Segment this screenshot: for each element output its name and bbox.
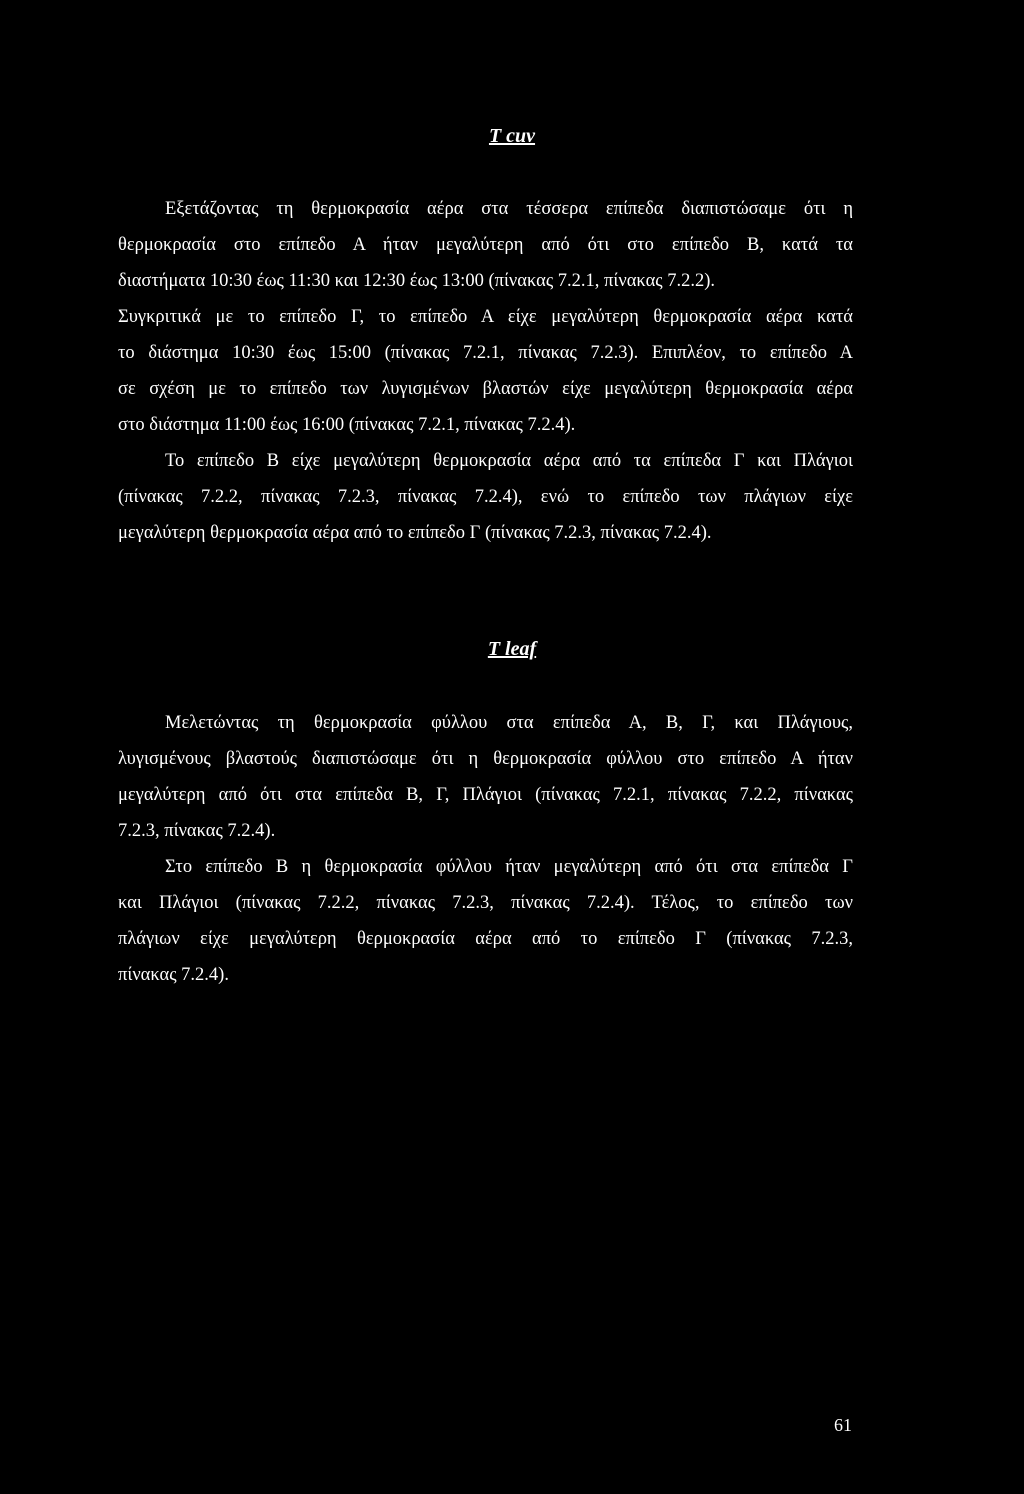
paragraph-line: μεγαλύτερη από ότι στα επίπεδα Β, Γ, Πλάγιοι (πίνακας 7.2.1, πίνακας 7.2.2, πίνακας: [118, 785, 853, 805]
paragraph-line: λυγισμένους βλαστούς διαπιστώσαμε ότι η θερμοκρασία φύλλου στο επίπεδο Α ήταν: [118, 749, 853, 769]
paragraph-line: και Πλάγιοι (πίνακας 7.2.2, πίνακας 7.2.3, πίνακας 7.2.4). Τέλος, το επίπεδο των: [118, 893, 853, 913]
paragraph-line: πλάγιων είχε μεγαλύτερη θερμοκρασία αέρα από το επίπεδο Γ (πίνακας 7.2.3,: [118, 929, 853, 949]
paragraph-line: Μελετώντας τη θερμοκρασία φύλλου στα επίπεδα Α, Β, Γ, και Πλάγιους,: [165, 713, 853, 733]
paragraph-line: 7.2.3, πίνακας 7.2.4).: [118, 821, 276, 841]
paragraph-line: διαστήματα 10:30 έως 11:30 και 12:30 έως 13:00 (πίνακας 7.2.1, πίνακας 7.2.2).: [118, 271, 716, 291]
paragraph-line: σε σχέση με το επίπεδο των λυγισμένων βλαστών είχε μεγαλύτερη θερμοκρασία αέρα: [118, 379, 853, 399]
paragraph-line: θερμοκρασία στο επίπεδο Α ήταν μεγαλύτερη από ότι στο επίπεδο Β, κατά τα: [118, 235, 853, 255]
paragraph-line: το διάστημα 10:30 έως 15:00 (πίνακας 7.2.1, πίνακας 7.2.3). Επιπλέον, το επίπεδο Α: [118, 343, 853, 363]
section-heading-t-leaf: T leaf: [487, 638, 537, 660]
paragraph-line: πίνακας 7.2.4).: [118, 965, 229, 985]
page-number: 61: [834, 1415, 852, 1435]
paragraph-line: στο διάστημα 11:00 έως 16:00 (πίνακας 7.2.1, πίνακας 7.2.4).: [118, 415, 576, 435]
paragraph-line: μεγαλύτερη θερμοκρασία αέρα από το επίπεδο Γ (πίνακας 7.2.3, πίνακας 7.2.4).: [118, 523, 712, 543]
paragraph-line: Στο επίπεδο Β η θερμοκρασία φύλλου ήταν μεγαλύτερη από ότι στα επίπεδα Γ: [165, 857, 853, 877]
section-heading-t-cuv: T cuv: [488, 125, 536, 147]
paragraph-line: (πίνακας 7.2.2, πίνακας 7.2.3, πίνακας 7.2.4), ενώ το επίπεδο των πλάγιων είχε: [118, 487, 853, 507]
paragraph-line: Το επίπεδο Β είχε μεγαλύτερη θερμοκρασία αέρα από τα επίπεδα Γ και Πλάγιοι: [165, 451, 853, 471]
paragraph-line: Συγκριτικά με το επίπεδο Γ, το επίπεδο Α είχε μεγαλύτερη θερμοκρασία αέρα κατά: [118, 307, 853, 327]
paragraph-line: Εξετάζοντας τη θερμοκρασία αέρα στα τέσσερα επίπεδα διαπιστώσαμε ότι η: [165, 199, 853, 219]
